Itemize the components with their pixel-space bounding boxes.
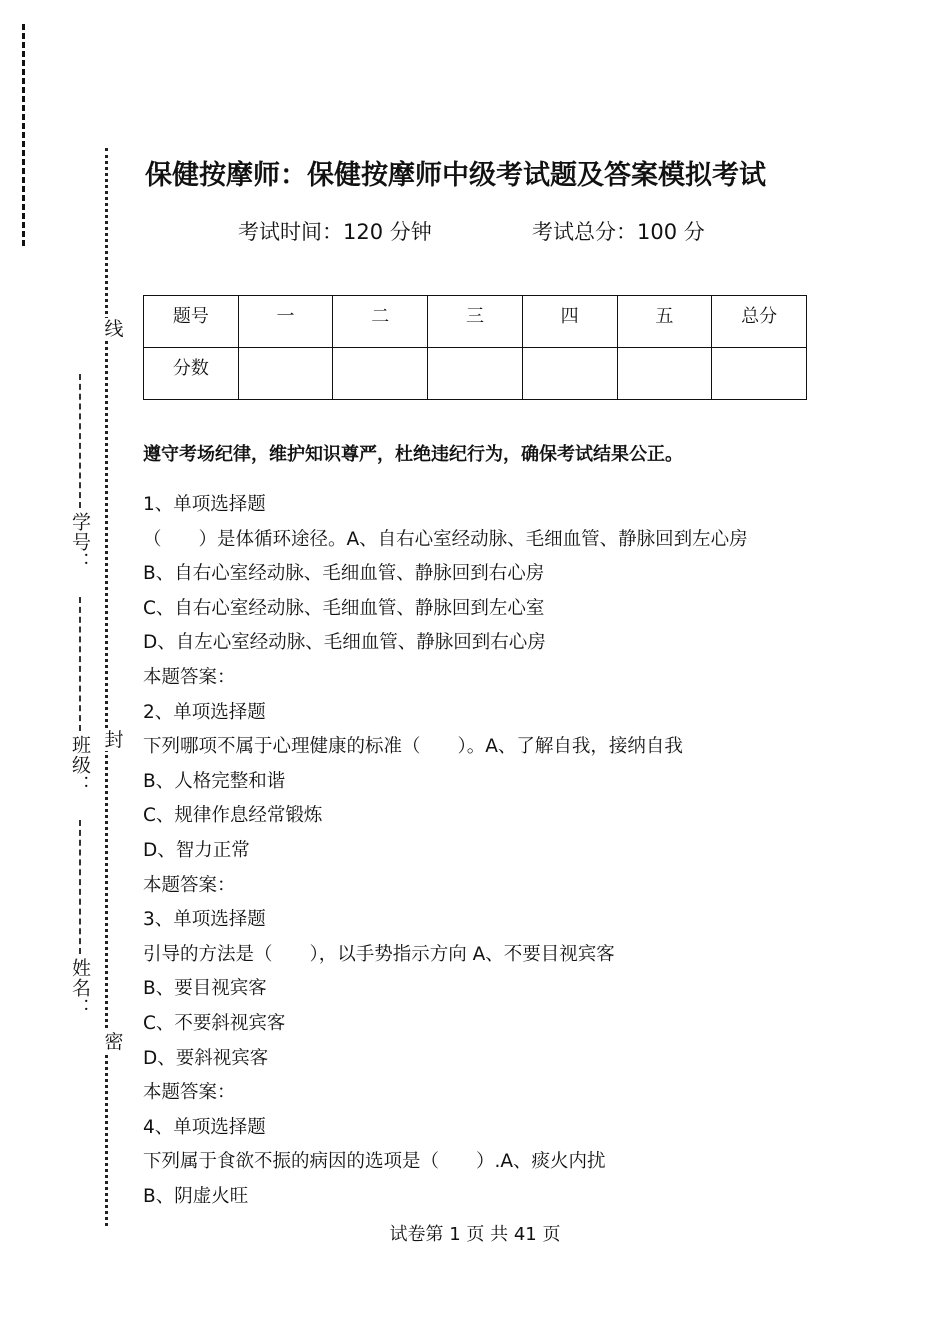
score-cell[interactable]: [712, 348, 807, 400]
table-cell: 题号: [144, 296, 239, 348]
page-footer: 试卷第 1 页 共 41 页: [389, 1224, 561, 1245]
question-option: B、自右心室经动脉、毛细血管、静脉回到右心房: [143, 563, 545, 585]
question-list: [143, 488, 823, 1214]
student-id-field: [66, 374, 94, 572]
score-table-header-row: [144, 296, 807, 348]
score-cell[interactable]: [238, 348, 333, 400]
question-heading: 1、单项选择题: [143, 494, 266, 515]
binding-dash-outer: [22, 24, 25, 246]
question-heading: 4、单项选择题: [143, 1116, 266, 1138]
table-cell: 分数: [144, 348, 239, 400]
class-blank: [79, 597, 81, 731]
binding-char-seal: 封: [104, 729, 124, 751]
question-option: B、人格完整和谐: [143, 770, 286, 792]
page-title: 保健按摩师：保健按摩师中级考试题及答案模拟考试: [145, 160, 766, 191]
table-cell: 一: [238, 296, 333, 348]
class-label: 班级：: [69, 735, 91, 795]
question-answer: 本题答案：: [143, 666, 236, 688]
question-text: 下列属于食欲不振的病因的选项是（ ）.A、痰火内扰: [143, 1151, 606, 1173]
exam-time: 考试时间：120 分钟: [238, 220, 432, 244]
score-cell[interactable]: [428, 348, 523, 400]
table-cell: 三: [428, 296, 523, 348]
question-text: 引导的方法是（ ），以手势指示方向 A、不要目视宾客: [143, 943, 615, 965]
score-cell[interactable]: [617, 348, 712, 400]
question-text: 下列哪项不属于心理健康的标准（ ）。A、了解自我，接纳自我: [143, 736, 683, 758]
question-option: D、智力正常: [143, 839, 250, 861]
question-option: D、要斜视宾客: [143, 1047, 269, 1069]
question-heading: 3、单项选择题: [143, 909, 266, 931]
name-label: 姓名：: [69, 958, 91, 1018]
question-option: B、阴虚火旺: [143, 1185, 249, 1207]
question-option: C、不要斜视宾客: [143, 1012, 286, 1034]
question-option: C、自右心室经动脉、毛细血管、静脉回到左心室: [143, 597, 545, 619]
question-option: D、自左心室经动脉、毛细血管、静脉回到右心房: [143, 632, 546, 654]
name-field: [66, 820, 94, 1018]
table-cell: 二: [333, 296, 428, 348]
student-id-label: 学号：: [69, 512, 91, 572]
total-score: 考试总分：100 分: [532, 220, 705, 244]
binding-dotted-line: [105, 148, 108, 1226]
score-cell[interactable]: [333, 348, 428, 400]
table-cell: 五: [617, 296, 712, 348]
score-table-score-row: [144, 348, 807, 400]
class-field: [66, 597, 94, 795]
question-answer: 本题答案：: [143, 1082, 236, 1104]
student-id-blank: [79, 374, 81, 508]
name-blank: [79, 820, 81, 954]
binding-char-line: 线: [104, 318, 124, 340]
question-text: （ ）是体循环途径。A、自右心室经动脉、毛细血管、静脉回到左心房: [143, 528, 748, 550]
binding-char-secret: 密: [104, 1031, 124, 1053]
table-cell: 四: [522, 296, 617, 348]
score-cell[interactable]: [522, 348, 617, 400]
question-option: C、规律作息经常锻炼: [143, 805, 323, 827]
question-heading: 2、单项选择题: [143, 701, 266, 723]
exam-notice: 遵守考场纪律，维护知识尊严，杜绝违纪行为，确保考试结果公正。: [143, 444, 683, 465]
question-option: B、要目视宾客: [143, 978, 267, 1000]
score-table: [143, 295, 807, 400]
table-cell: 总分: [712, 296, 807, 348]
question-answer: 本题答案：: [143, 874, 236, 896]
